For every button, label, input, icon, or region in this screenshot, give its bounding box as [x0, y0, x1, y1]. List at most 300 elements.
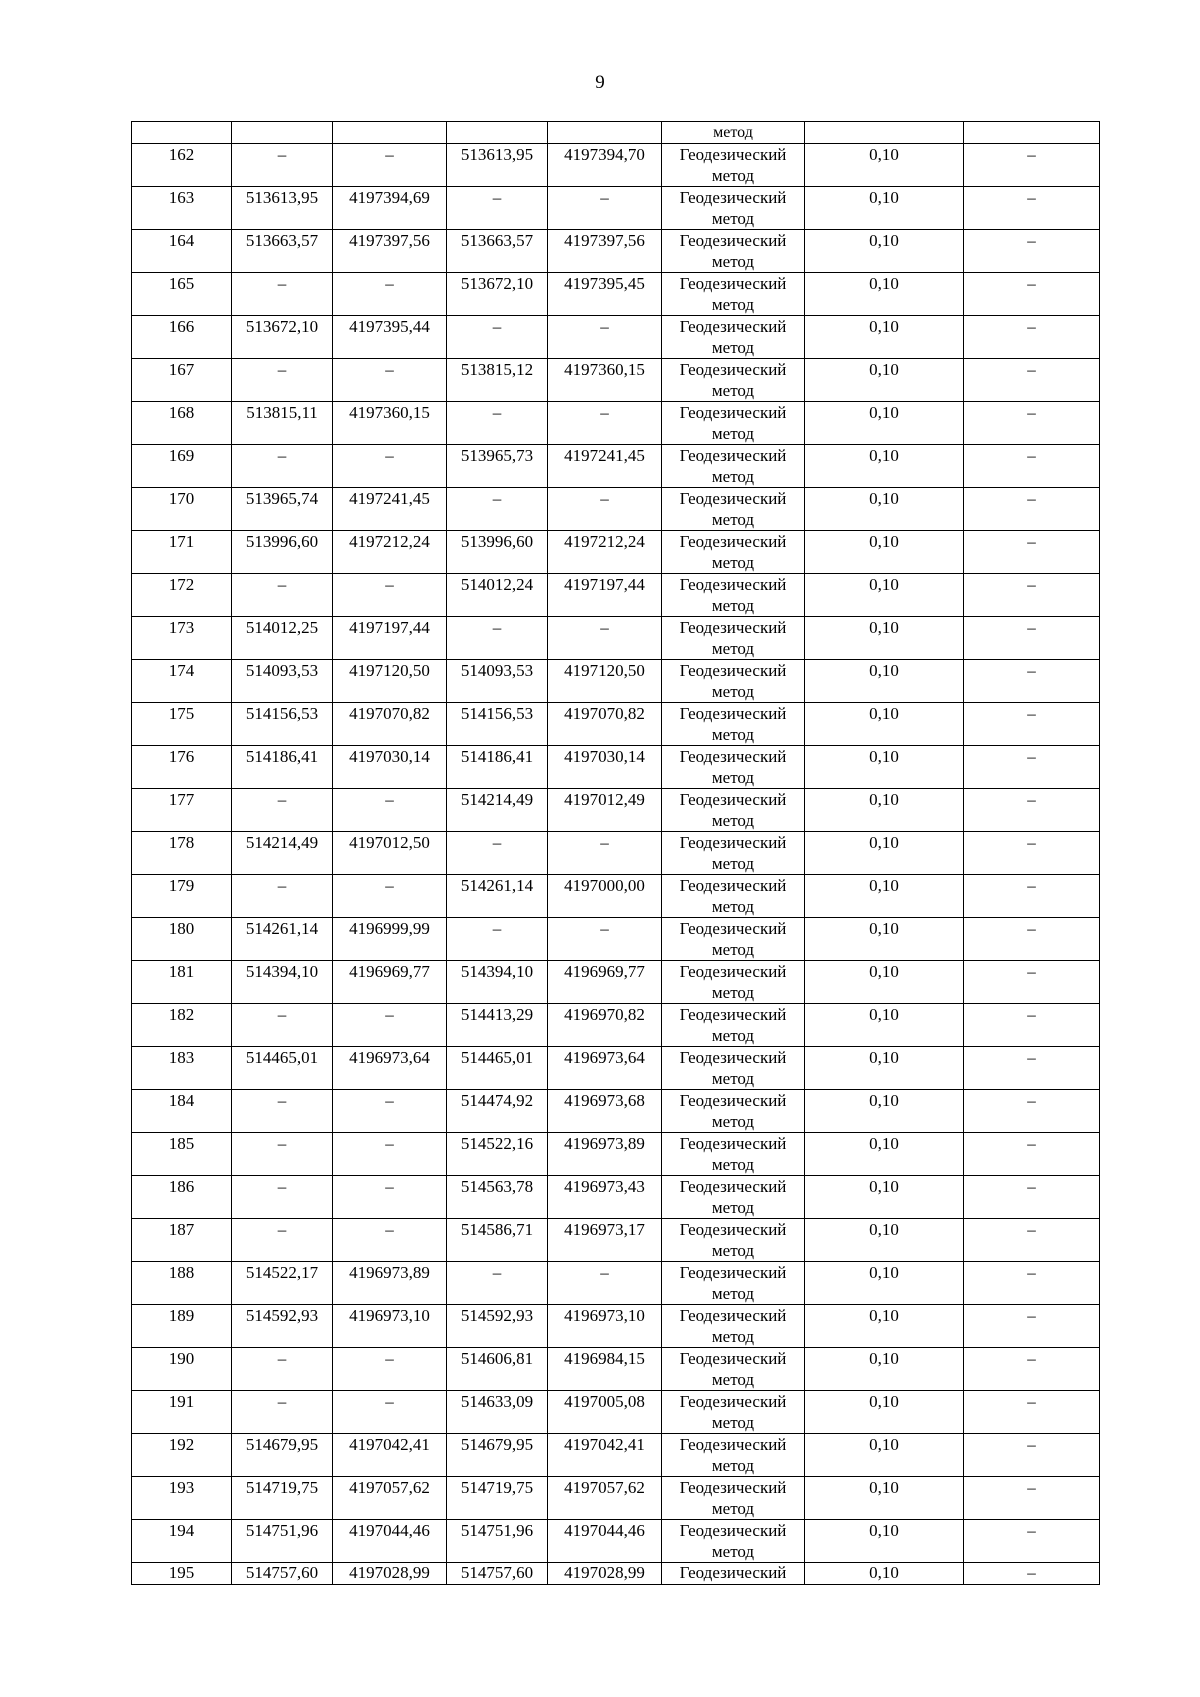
cell-y-new: 4197197,44 — [548, 574, 662, 617]
method-text-line: метод — [711, 252, 755, 271]
cell-accuracy: 0,10 — [805, 402, 964, 445]
cell-y-new: 4197070,82 — [548, 703, 662, 746]
cell-y-existing: 4197394,69 — [333, 187, 447, 230]
cell-point-number: 166 — [132, 316, 232, 359]
cell-method — [662, 1434, 805, 1477]
cell-point-number: 182 — [132, 1004, 232, 1047]
cell-y-new: – — [548, 316, 662, 359]
method-text-line: Геодезический — [679, 1220, 787, 1239]
cell-x-existing: 513996,60 — [232, 531, 333, 574]
table-row — [132, 961, 1100, 1004]
cell-empty — [964, 122, 1100, 144]
cell-note: – — [964, 1434, 1100, 1477]
cell-y-new: 4197000,00 — [548, 875, 662, 918]
method-text-line: метод — [711, 1284, 755, 1303]
method-text-line: Геодезический — [679, 188, 787, 207]
cell-point-number: 180 — [132, 918, 232, 961]
cell-accuracy: 0,10 — [805, 445, 964, 488]
cell-y-existing: – — [333, 273, 447, 316]
cell-accuracy: 0,10 — [805, 1047, 964, 1090]
cell-x-existing: 513672,10 — [232, 316, 333, 359]
cell-note: – — [964, 359, 1100, 402]
method-text-line: Геодезический — [679, 446, 787, 465]
cell-y-existing: 4197120,50 — [333, 660, 447, 703]
cell-x-new: 513672,10 — [447, 273, 548, 316]
cell-accuracy: 0,10 — [805, 961, 964, 1004]
cell-x-new: – — [447, 187, 548, 230]
cell-method — [662, 1563, 805, 1585]
cell-accuracy: 0,10 — [805, 1477, 964, 1520]
cell-point-number: 176 — [132, 746, 232, 789]
cell-y-new: – — [548, 832, 662, 875]
cell-note: – — [964, 660, 1100, 703]
cell-y-existing: 4196973,10 — [333, 1305, 447, 1348]
cell-point-number: 192 — [132, 1434, 232, 1477]
cell-method — [662, 359, 805, 402]
cell-accuracy: 0,10 — [805, 1391, 964, 1434]
method-text-line: метод — [711, 1456, 755, 1475]
method-text-line: метод — [711, 1112, 755, 1131]
cell-x-existing: 514757,60 — [232, 1563, 333, 1585]
cell-y-existing: – — [333, 1090, 447, 1133]
cell-point-number: 190 — [132, 1348, 232, 1391]
cell-note: – — [964, 402, 1100, 445]
table-row — [132, 832, 1100, 875]
method-text-line: Геодезический — [679, 1563, 787, 1582]
cell-point-number: 170 — [132, 488, 232, 531]
cell-x-existing: – — [232, 1090, 333, 1133]
method-text-line: Геодезический — [679, 1435, 787, 1454]
table-row — [132, 1520, 1100, 1563]
cell-note: – — [964, 1391, 1100, 1434]
table-row — [132, 1133, 1100, 1176]
coordinates-table — [131, 121, 1100, 1585]
method-text-line: метод — [711, 983, 755, 1002]
cell-x-existing: – — [232, 1004, 333, 1047]
method-text-line: метод — [711, 854, 755, 873]
cell-x-new: 514522,16 — [447, 1133, 548, 1176]
cell-accuracy: 0,10 — [805, 1004, 964, 1047]
method-text-line: метод — [711, 768, 755, 787]
cell-method — [662, 918, 805, 961]
cell-y-existing: 4197028,99 — [333, 1563, 447, 1585]
cell-y-existing: – — [333, 1176, 447, 1219]
cell-accuracy: 0,10 — [805, 316, 964, 359]
cell-y-existing: 4197212,24 — [333, 531, 447, 574]
table-row — [132, 617, 1100, 660]
method-text-line: Геодезический — [679, 403, 787, 422]
cell-note: – — [964, 1047, 1100, 1090]
method-text-line: Геодезический — [679, 1134, 787, 1153]
cell-method — [662, 660, 805, 703]
cell-accuracy: 0,10 — [805, 144, 964, 187]
cell-x-existing: – — [232, 1348, 333, 1391]
cell-method — [662, 1004, 805, 1047]
cell-note: – — [964, 230, 1100, 273]
cell-y-new: 4196973,17 — [548, 1219, 662, 1262]
cell-method — [662, 703, 805, 746]
cell-method — [662, 875, 805, 918]
method-text-line: Геодезический — [679, 962, 787, 981]
method-text-line: метод — [711, 940, 755, 959]
table-row — [132, 1176, 1100, 1219]
method-text-line: метод — [711, 1413, 755, 1432]
cell-method — [662, 574, 805, 617]
cell-note: – — [964, 574, 1100, 617]
table-row — [132, 1391, 1100, 1434]
cell-method — [662, 617, 805, 660]
cell-x-new: 514592,93 — [447, 1305, 548, 1348]
cell-y-existing: 4197395,44 — [333, 316, 447, 359]
cell-point-number: 184 — [132, 1090, 232, 1133]
cell-method — [662, 1391, 805, 1434]
cell-x-new: 514563,78 — [447, 1176, 548, 1219]
cell-x-new: 514751,96 — [447, 1520, 548, 1563]
cell-point-number: 178 — [132, 832, 232, 875]
method-text-line: Геодезический — [679, 274, 787, 293]
cell-x-existing: – — [232, 789, 333, 832]
cell-y-new: – — [548, 187, 662, 230]
cell-note: – — [964, 1219, 1100, 1262]
cell-y-new: 4197241,45 — [548, 445, 662, 488]
cell-accuracy: 0,10 — [805, 359, 964, 402]
method-text-line: метод — [711, 1542, 755, 1561]
cell-accuracy: 0,10 — [805, 703, 964, 746]
cell-y-new: 4197005,08 — [548, 1391, 662, 1434]
cell-x-new: 514394,10 — [447, 961, 548, 1004]
method-text-line: метод — [711, 1155, 755, 1174]
cell-x-new: 513965,73 — [447, 445, 548, 488]
cell-method — [662, 789, 805, 832]
cell-y-existing: 4197397,56 — [333, 230, 447, 273]
method-text-line: метод — [711, 381, 755, 400]
cell-x-new: 513613,95 — [447, 144, 548, 187]
method-text-line: метод — [711, 338, 755, 357]
cell-empty — [232, 122, 333, 144]
cell-accuracy: 0,10 — [805, 617, 964, 660]
table-row — [132, 1219, 1100, 1262]
cell-x-new: 514474,92 — [447, 1090, 548, 1133]
cell-y-new: 4197057,62 — [548, 1477, 662, 1520]
cell-x-existing: 514261,14 — [232, 918, 333, 961]
cell-point-number: 185 — [132, 1133, 232, 1176]
table-row — [132, 1262, 1100, 1305]
method-text-line: Геодезический — [679, 919, 787, 938]
method-text-line: метод — [711, 553, 755, 572]
cell-y-existing: 4197044,46 — [333, 1520, 447, 1563]
cell-point-number: 171 — [132, 531, 232, 574]
cell-note: – — [964, 531, 1100, 574]
cell-empty — [548, 122, 662, 144]
method-text-line: метод — [711, 725, 755, 744]
cell-x-new: – — [447, 402, 548, 445]
table-row — [132, 1047, 1100, 1090]
cell-accuracy: 0,10 — [805, 1305, 964, 1348]
cell-x-new: 514586,71 — [447, 1219, 548, 1262]
cell-x-existing: 513815,11 — [232, 402, 333, 445]
cell-point-number: 162 — [132, 144, 232, 187]
cell-y-new: 4196973,89 — [548, 1133, 662, 1176]
cell-y-existing: 4197030,14 — [333, 746, 447, 789]
cell-accuracy: 0,10 — [805, 531, 964, 574]
cell-point-number: 193 — [132, 1477, 232, 1520]
table-row — [132, 746, 1100, 789]
cell-accuracy: 0,10 — [805, 1563, 964, 1585]
cell-y-new: 4196973,64 — [548, 1047, 662, 1090]
table-row — [132, 1348, 1100, 1391]
cell-accuracy: 0,10 — [805, 1434, 964, 1477]
cell-accuracy: 0,10 — [805, 746, 964, 789]
cell-x-existing: – — [232, 574, 333, 617]
cell-x-new: 514679,95 — [447, 1434, 548, 1477]
cell-accuracy: 0,10 — [805, 574, 964, 617]
method-text-line: метод — [711, 682, 755, 701]
cell-x-existing: 514592,93 — [232, 1305, 333, 1348]
cell-y-new: – — [548, 402, 662, 445]
cell-y-existing: 4197197,44 — [333, 617, 447, 660]
cell-x-new: – — [447, 832, 548, 875]
cell-y-new: 4196984,15 — [548, 1348, 662, 1391]
cell-method — [662, 273, 805, 316]
method-text-line: Геодезический — [679, 360, 787, 379]
method-text-line: Геодезический — [679, 1306, 787, 1325]
cell-method — [662, 144, 805, 187]
cell-method — [662, 1348, 805, 1391]
cell-y-existing: 4197042,41 — [333, 1434, 447, 1477]
method-text-line: Геодезический — [679, 790, 787, 809]
cell-empty — [132, 122, 232, 144]
cell-point-number: 186 — [132, 1176, 232, 1219]
cell-note: – — [964, 875, 1100, 918]
cell-method — [662, 402, 805, 445]
table-body — [132, 122, 1100, 1585]
table-row — [132, 445, 1100, 488]
cell-point-number: 187 — [132, 1219, 232, 1262]
cell-x-existing: – — [232, 144, 333, 187]
method-text-line: метод — [711, 639, 755, 658]
cell-accuracy: 0,10 — [805, 1348, 964, 1391]
cell-y-existing: 4197241,45 — [333, 488, 447, 531]
cell-y-existing: – — [333, 875, 447, 918]
cell-x-new: – — [447, 617, 548, 660]
cell-y-existing: 4197057,62 — [333, 1477, 447, 1520]
method-text-line: метод — [711, 596, 755, 615]
cell-empty — [447, 122, 548, 144]
table-row — [132, 359, 1100, 402]
table-row — [132, 531, 1100, 574]
table-row — [132, 703, 1100, 746]
cell-note: – — [964, 918, 1100, 961]
cell-accuracy: 0,10 — [805, 187, 964, 230]
table-row — [132, 488, 1100, 531]
cell-method — [662, 488, 805, 531]
cell-method — [662, 1262, 805, 1305]
cell-x-new: 513996,60 — [447, 531, 548, 574]
cell-note: – — [964, 1563, 1100, 1585]
table-row — [132, 230, 1100, 273]
method-text-line: Геодезический — [679, 1521, 787, 1540]
cell-note: – — [964, 832, 1100, 875]
cell-y-existing: – — [333, 445, 447, 488]
method-text-line: Геодезический — [679, 1005, 787, 1024]
cell-note: – — [964, 1477, 1100, 1520]
cell-point-number: 164 — [132, 230, 232, 273]
cell-note: – — [964, 144, 1100, 187]
cell-note: – — [964, 445, 1100, 488]
cell-y-existing: – — [333, 1348, 447, 1391]
cell-y-existing: 4196999,99 — [333, 918, 447, 961]
cell-y-new: 4197030,14 — [548, 746, 662, 789]
method-text-line: метод — [711, 510, 755, 529]
cell-y-new: 4196970,82 — [548, 1004, 662, 1047]
cell-y-existing: 4196969,77 — [333, 961, 447, 1004]
method-text-line: Геодезический — [679, 661, 787, 680]
cell-point-number: 179 — [132, 875, 232, 918]
cell-accuracy: 0,10 — [805, 875, 964, 918]
method-text-line: Геодезический — [679, 1177, 787, 1196]
cell-x-existing: – — [232, 273, 333, 316]
cell-y-new: – — [548, 918, 662, 961]
cell-point-number: 194 — [132, 1520, 232, 1563]
cell-point-number: 189 — [132, 1305, 232, 1348]
cell-y-existing: 4197012,50 — [333, 832, 447, 875]
cell-point-number: 195 — [132, 1563, 232, 1585]
cell-x-new: 514465,01 — [447, 1047, 548, 1090]
cell-method — [662, 832, 805, 875]
cell-x-existing: – — [232, 445, 333, 488]
cell-x-existing: 514093,53 — [232, 660, 333, 703]
method-text-line: Геодезический — [679, 1478, 787, 1497]
method-text-line: Геодезический — [679, 145, 787, 164]
method-text-line: Геодезический — [679, 489, 787, 508]
method-text-line: Геодезический — [679, 704, 787, 723]
cell-y-new: 4196969,77 — [548, 961, 662, 1004]
table-row — [132, 789, 1100, 832]
cell-x-existing: 513663,57 — [232, 230, 333, 273]
cell-y-existing: – — [333, 144, 447, 187]
table-row — [132, 1004, 1100, 1047]
cell-accuracy: 0,10 — [805, 1133, 964, 1176]
method-text-line: Геодезический — [679, 618, 787, 637]
continued-row — [132, 122, 1100, 144]
method-text-line: Геодезический — [679, 231, 787, 250]
method-text-line: метод — [711, 295, 755, 314]
cell-accuracy: 0,10 — [805, 1262, 964, 1305]
cell-x-new: – — [447, 918, 548, 961]
cell-y-new: 4197360,15 — [548, 359, 662, 402]
cell-accuracy: 0,10 — [805, 918, 964, 961]
cell-y-existing: – — [333, 1391, 447, 1434]
cell-x-new: – — [447, 488, 548, 531]
cell-point-number: 183 — [132, 1047, 232, 1090]
cell-note: – — [964, 789, 1100, 832]
table-row — [132, 660, 1100, 703]
cell-method-tail: метод — [662, 122, 805, 144]
cell-note: – — [964, 187, 1100, 230]
method-text-line: метод — [711, 1026, 755, 1045]
cell-note: – — [964, 273, 1100, 316]
cell-note: – — [964, 1262, 1100, 1305]
cell-y-new: 4197044,46 — [548, 1520, 662, 1563]
method-text-line: метод — [711, 1198, 755, 1217]
cell-note: – — [964, 1348, 1100, 1391]
cell-y-existing: – — [333, 359, 447, 402]
cell-point-number: 167 — [132, 359, 232, 402]
method-text-line: Геодезический — [679, 1392, 787, 1411]
cell-y-existing: 4197070,82 — [333, 703, 447, 746]
cell-method — [662, 316, 805, 359]
method-text-line: метод — [711, 166, 755, 185]
cell-x-new: 514186,41 — [447, 746, 548, 789]
cell-x-existing: 514719,75 — [232, 1477, 333, 1520]
method-text-line: Геодезический — [679, 833, 787, 852]
cell-note: – — [964, 746, 1100, 789]
cell-accuracy: 0,10 — [805, 1090, 964, 1133]
cell-point-number: 191 — [132, 1391, 232, 1434]
cell-y-new: 4197042,41 — [548, 1434, 662, 1477]
method-text-line: Геодезический — [679, 1349, 787, 1368]
cell-method — [662, 187, 805, 230]
cell-method — [662, 1305, 805, 1348]
method-text-line: Геодезический — [679, 575, 787, 594]
cell-y-existing: – — [333, 1133, 447, 1176]
method-text-line: метод — [711, 467, 755, 486]
cell-method — [662, 1176, 805, 1219]
cell-x-existing: 514679,95 — [232, 1434, 333, 1477]
cell-x-existing: – — [232, 1219, 333, 1262]
cell-method — [662, 1133, 805, 1176]
cell-x-existing: – — [232, 1391, 333, 1434]
table-row — [132, 144, 1100, 187]
cell-point-number: 173 — [132, 617, 232, 660]
table-row — [132, 1305, 1100, 1348]
cell-x-new: 513815,12 — [447, 359, 548, 402]
cell-point-number: 169 — [132, 445, 232, 488]
table-row — [132, 273, 1100, 316]
cell-y-new: 4197028,99 — [548, 1563, 662, 1585]
table-row — [132, 574, 1100, 617]
cell-point-number: 165 — [132, 273, 232, 316]
cell-point-number: 188 — [132, 1262, 232, 1305]
cell-method — [662, 230, 805, 273]
cell-method — [662, 1047, 805, 1090]
cell-accuracy: 0,10 — [805, 789, 964, 832]
cell-x-existing: – — [232, 1133, 333, 1176]
cell-point-number: 181 — [132, 961, 232, 1004]
cell-point-number: 168 — [132, 402, 232, 445]
cell-accuracy: 0,10 — [805, 230, 964, 273]
cell-x-existing: – — [232, 1176, 333, 1219]
cell-y-existing: 4197360,15 — [333, 402, 447, 445]
method-text-line: Геодезический — [679, 1263, 787, 1282]
cell-x-existing: 514012,25 — [232, 617, 333, 660]
cell-accuracy: 0,10 — [805, 273, 964, 316]
table-row — [132, 316, 1100, 359]
table-row — [132, 875, 1100, 918]
cell-x-existing: – — [232, 875, 333, 918]
cell-x-existing: – — [232, 359, 333, 402]
cell-y-new: – — [548, 488, 662, 531]
cell-x-new: 514214,49 — [447, 789, 548, 832]
cell-x-existing: 514214,49 — [232, 832, 333, 875]
method-text-line: метод — [711, 1241, 755, 1260]
cell-note: – — [964, 1004, 1100, 1047]
method-text-line: метод — [711, 897, 755, 916]
cell-y-new: 4197394,70 — [548, 144, 662, 187]
cell-y-new: 4197397,56 — [548, 230, 662, 273]
cell-point-number: 175 — [132, 703, 232, 746]
cell-accuracy: 0,10 — [805, 1219, 964, 1262]
